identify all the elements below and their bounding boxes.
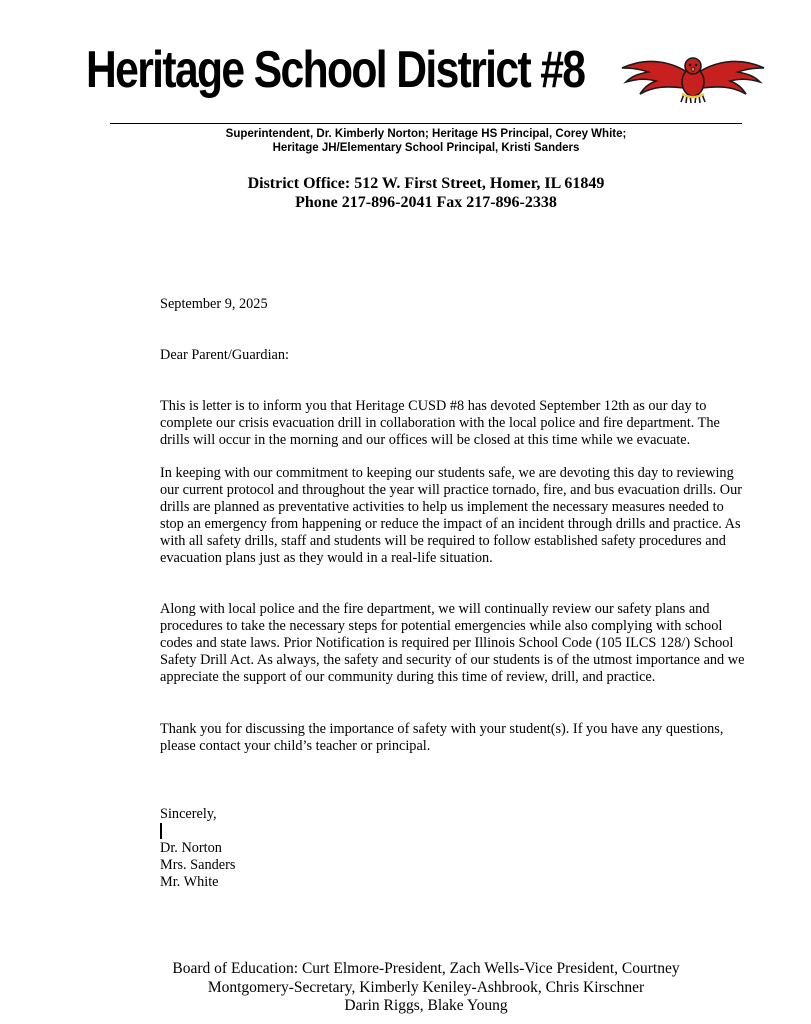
- admin-line: Heritage JH/Elementary School Principal, Kristi Sanders: [272, 142, 580, 154]
- district-office-info: [110, 174, 742, 212]
- letter-paragraph: In keeping with our commitment to keeping our students safe, we are devoting this day to reviewing our current protocol and throughout the year will practice tornado, fire, and bus evacuation drills. Our drills are planned as preventative activities to help us implement the necessary measures needed to stop an emergency from happening or reduce the impact of an incident through drills and practice. As with all safety drills, staff and students will be required to follow established safety procedures and evacuation plans just as they would in a real-life situation.: [160, 465, 743, 566]
- office-address: District Office: 512 W. First Street, Homer, IL 61849: [247, 175, 605, 192]
- red-eagle-mascot-icon: [618, 48, 768, 108]
- signer-name: Mrs. Sanders: [160, 857, 236, 873]
- board-line: Board of Education: Curt Elmore-President, Zach Wells-Vice President, Courtney: [172, 960, 680, 977]
- district-title: Heritage School District #8: [86, 41, 585, 99]
- letter-greeting: Dear Parent/Guardian:: [160, 347, 290, 363]
- office-phone-fax: Phone 217-896-2041 Fax 217-896-2338: [295, 194, 557, 211]
- administrators: [110, 127, 742, 155]
- admin-line: Superintendent, Dr. Kimberly Norton; Heritage HS Principal, Corey White;: [225, 128, 627, 140]
- signer-name: Mr. White: [160, 874, 219, 890]
- text-cursor[interactable]: [160, 823, 162, 839]
- signer-name: Dr. Norton: [160, 840, 222, 856]
- header-divider: [110, 123, 742, 124]
- letter-paragraph: Along with local police and the fire department, we will continually review our safety plans and procedures to take the necessary steps for potential emergencies while also complying with school codes and state laws. Prior Notification is required per Illinois School Code (105 ILCS 128/) School Safety Drill Act. As always, the safety and security of our students is of the utmost importance and we appreciate the support of our community during this time of review, drill, and practice.: [160, 601, 745, 685]
- signers-list: [160, 840, 750, 891]
- board-of-education: [140, 960, 712, 1016]
- letter-date: September 9, 2025: [160, 296, 268, 312]
- letter-paragraph: This is letter is to inform you that Heritage CUSD #8 has devoted September 12th as our day to complete our crisis evacuation drill in collaboration with the local police and fire department. The drills will occur in the morning and our offices will be closed at this time while we evacuate.: [160, 398, 720, 448]
- letter-paragraph: Thank you for discussing the importance of safety with your student(s). If you have any questions, please contact your child’s teacher or principal.: [160, 721, 724, 754]
- board-line: Darin Riggs, Blake Young: [344, 997, 508, 1014]
- letter-closing: Sincerely,: [160, 806, 217, 822]
- board-line: Montgomery-Secretary, Kimberly Keniley-Ashbrook, Chris Kirschner: [207, 978, 645, 996]
